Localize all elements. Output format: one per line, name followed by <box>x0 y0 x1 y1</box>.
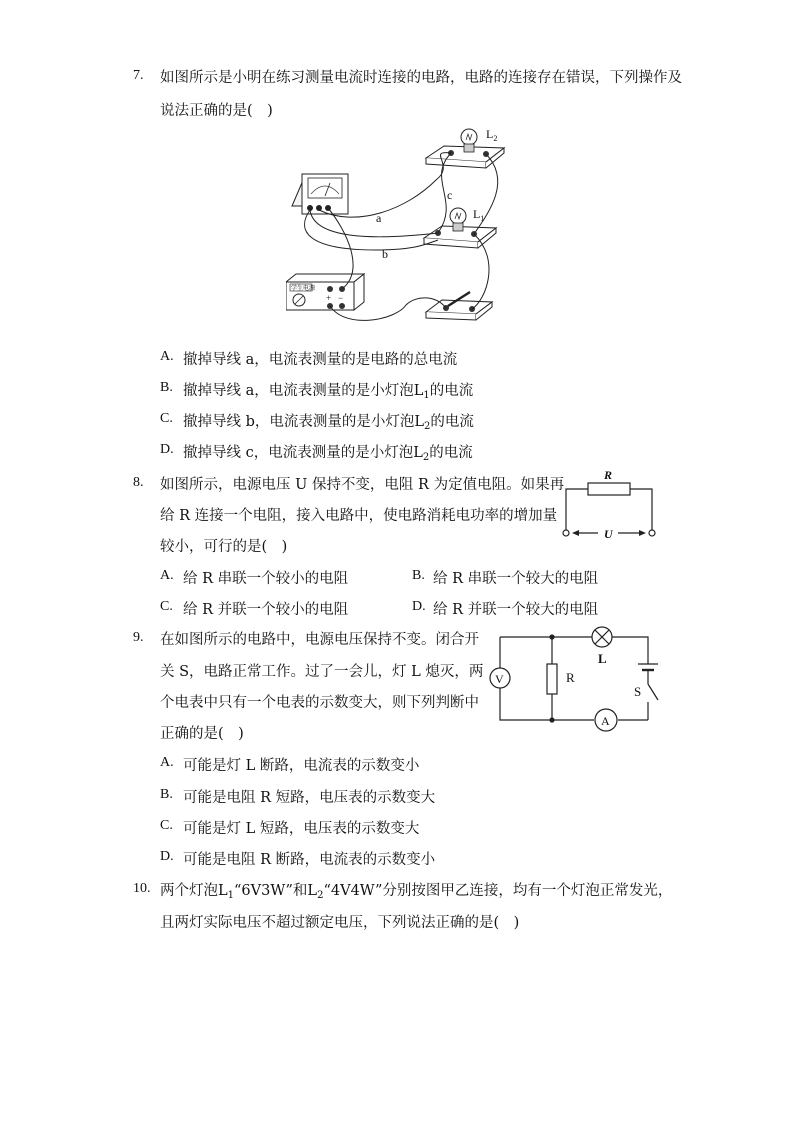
power-minus-label: − <box>338 293 344 303</box>
q7-option-c-label: C. <box>160 411 173 426</box>
power-plus-label: + <box>326 293 332 303</box>
q9-option-c: 可能是灯 L 短路，电压表的示数变大 <box>183 821 420 837</box>
q8-option-c-label: C. <box>160 599 173 614</box>
q8-line3: 较小，可行的是( ) <box>160 539 288 555</box>
wire-label-a: a <box>376 211 382 225</box>
q7-option-a: 撤掉导线 a，电流表测量的是电路的总电流 <box>183 352 458 368</box>
q7-stem-line2: 说法正确的是( ) <box>160 103 273 119</box>
q9-line2: 关 S，电路正常工作。过了一会儿，灯 L 熄灭，两 <box>160 664 484 680</box>
q7-option-a-label: A. <box>160 349 174 364</box>
q9-option-c-label: C. <box>160 818 173 833</box>
q8-circuit-figure <box>560 466 658 542</box>
q9-line3: 个电表中只有一个电表的示数变大，则下列判断中 <box>160 695 479 711</box>
q9-label-r: R <box>566 670 575 685</box>
q10-number: 10. <box>133 881 151 896</box>
q8-option-a: 给 R 串联一个较小的电阻 <box>183 571 349 587</box>
q8-option-c: 给 R 并联一个较小的电阻 <box>183 602 349 618</box>
q8-option-d: 给 R 并联一个较大的电阻 <box>433 602 599 618</box>
q7-circuit-figure <box>286 120 518 342</box>
q8-line2: 给 R 连接一个电阻，接入电路中，使电路消耗电功率的增加量 <box>160 508 558 524</box>
q9-label-l: L <box>598 651 607 666</box>
q7-stem-line1: 如图所示是小明在练习测量电流时连接的电路，电路的连接存在错误，下列操作及 <box>160 70 682 86</box>
q7-number: 7. <box>133 68 144 83</box>
q9-label-v: V <box>495 672 504 686</box>
lamp-l-icon <box>592 627 612 647</box>
q9-option-d: 可能是电阻 R 断路，电流表的示数变小 <box>183 852 436 868</box>
q7-label-l1: $L_1$ <box>473 207 485 223</box>
q9-label-a: A <box>601 714 610 728</box>
q9-option-b-label: B. <box>160 787 173 802</box>
q10-line1: 两个灯泡$L_1“6V3W$”和$L_2“4V4W$”分别按图甲乙连接，均有一个灯泡正常发光， <box>160 883 673 901</box>
q9-option-b: 可能是电阻 R 短路，电压表的示数变大 <box>183 790 436 806</box>
q8-label-r: R <box>604 468 613 482</box>
q9-circuit-figure <box>486 626 662 736</box>
q9-line1: 在如图所示的电路中，电源电压保持不变。闭合开 <box>160 632 479 648</box>
q7-label-l2: $L_2$ <box>486 127 498 143</box>
q7-option-b-label: B. <box>160 380 173 395</box>
q8-line1: 如图所示，电源电压 U 保持不变，电阻 R 为定值电阻。如果再 <box>160 477 565 493</box>
q9-option-a: 可能是灯 L 断路，电流表的示数变小 <box>183 758 420 774</box>
q8-option-b: 给 R 串联一个较大的电阻 <box>433 571 599 587</box>
q7-option-b: 撤掉导线 a，电流表测量的是小灯泡$L_1$的电流 <box>183 383 474 401</box>
q8-number: 8. <box>133 475 144 490</box>
ammeter-icon <box>292 174 348 214</box>
q7-option-d: 撤掉导线 c，电流表测量的是小灯泡$L_2$的电流 <box>183 445 473 463</box>
q8-label-u: U <box>604 527 613 541</box>
q7-option-c: 撤掉导线 b，电流表测量的是小灯泡$L_2$的电流 <box>183 414 474 432</box>
q7-option-d-label: D. <box>160 442 174 457</box>
power-box-text: 学生电源 <box>291 286 316 292</box>
q9-option-a-label: A. <box>160 755 174 770</box>
q9-number: 9. <box>133 630 144 645</box>
q9-line4: 正确的是( ) <box>160 726 244 742</box>
wire-label-b: b <box>382 247 388 261</box>
power-supply-icon <box>286 274 364 310</box>
q8-option-b-label: B. <box>412 568 425 583</box>
wire-label-c: c <box>447 188 453 202</box>
q8-option-a-label: A. <box>160 568 174 583</box>
q9-label-s: S <box>634 684 642 699</box>
q8-option-d-label: D. <box>412 599 426 614</box>
bulb-l1-icon <box>424 208 496 248</box>
q9-option-d-label: D. <box>160 849 174 864</box>
q10-line2: 且两灯实际电压不超过额定电压，下列说法正确的是( ) <box>160 915 520 931</box>
